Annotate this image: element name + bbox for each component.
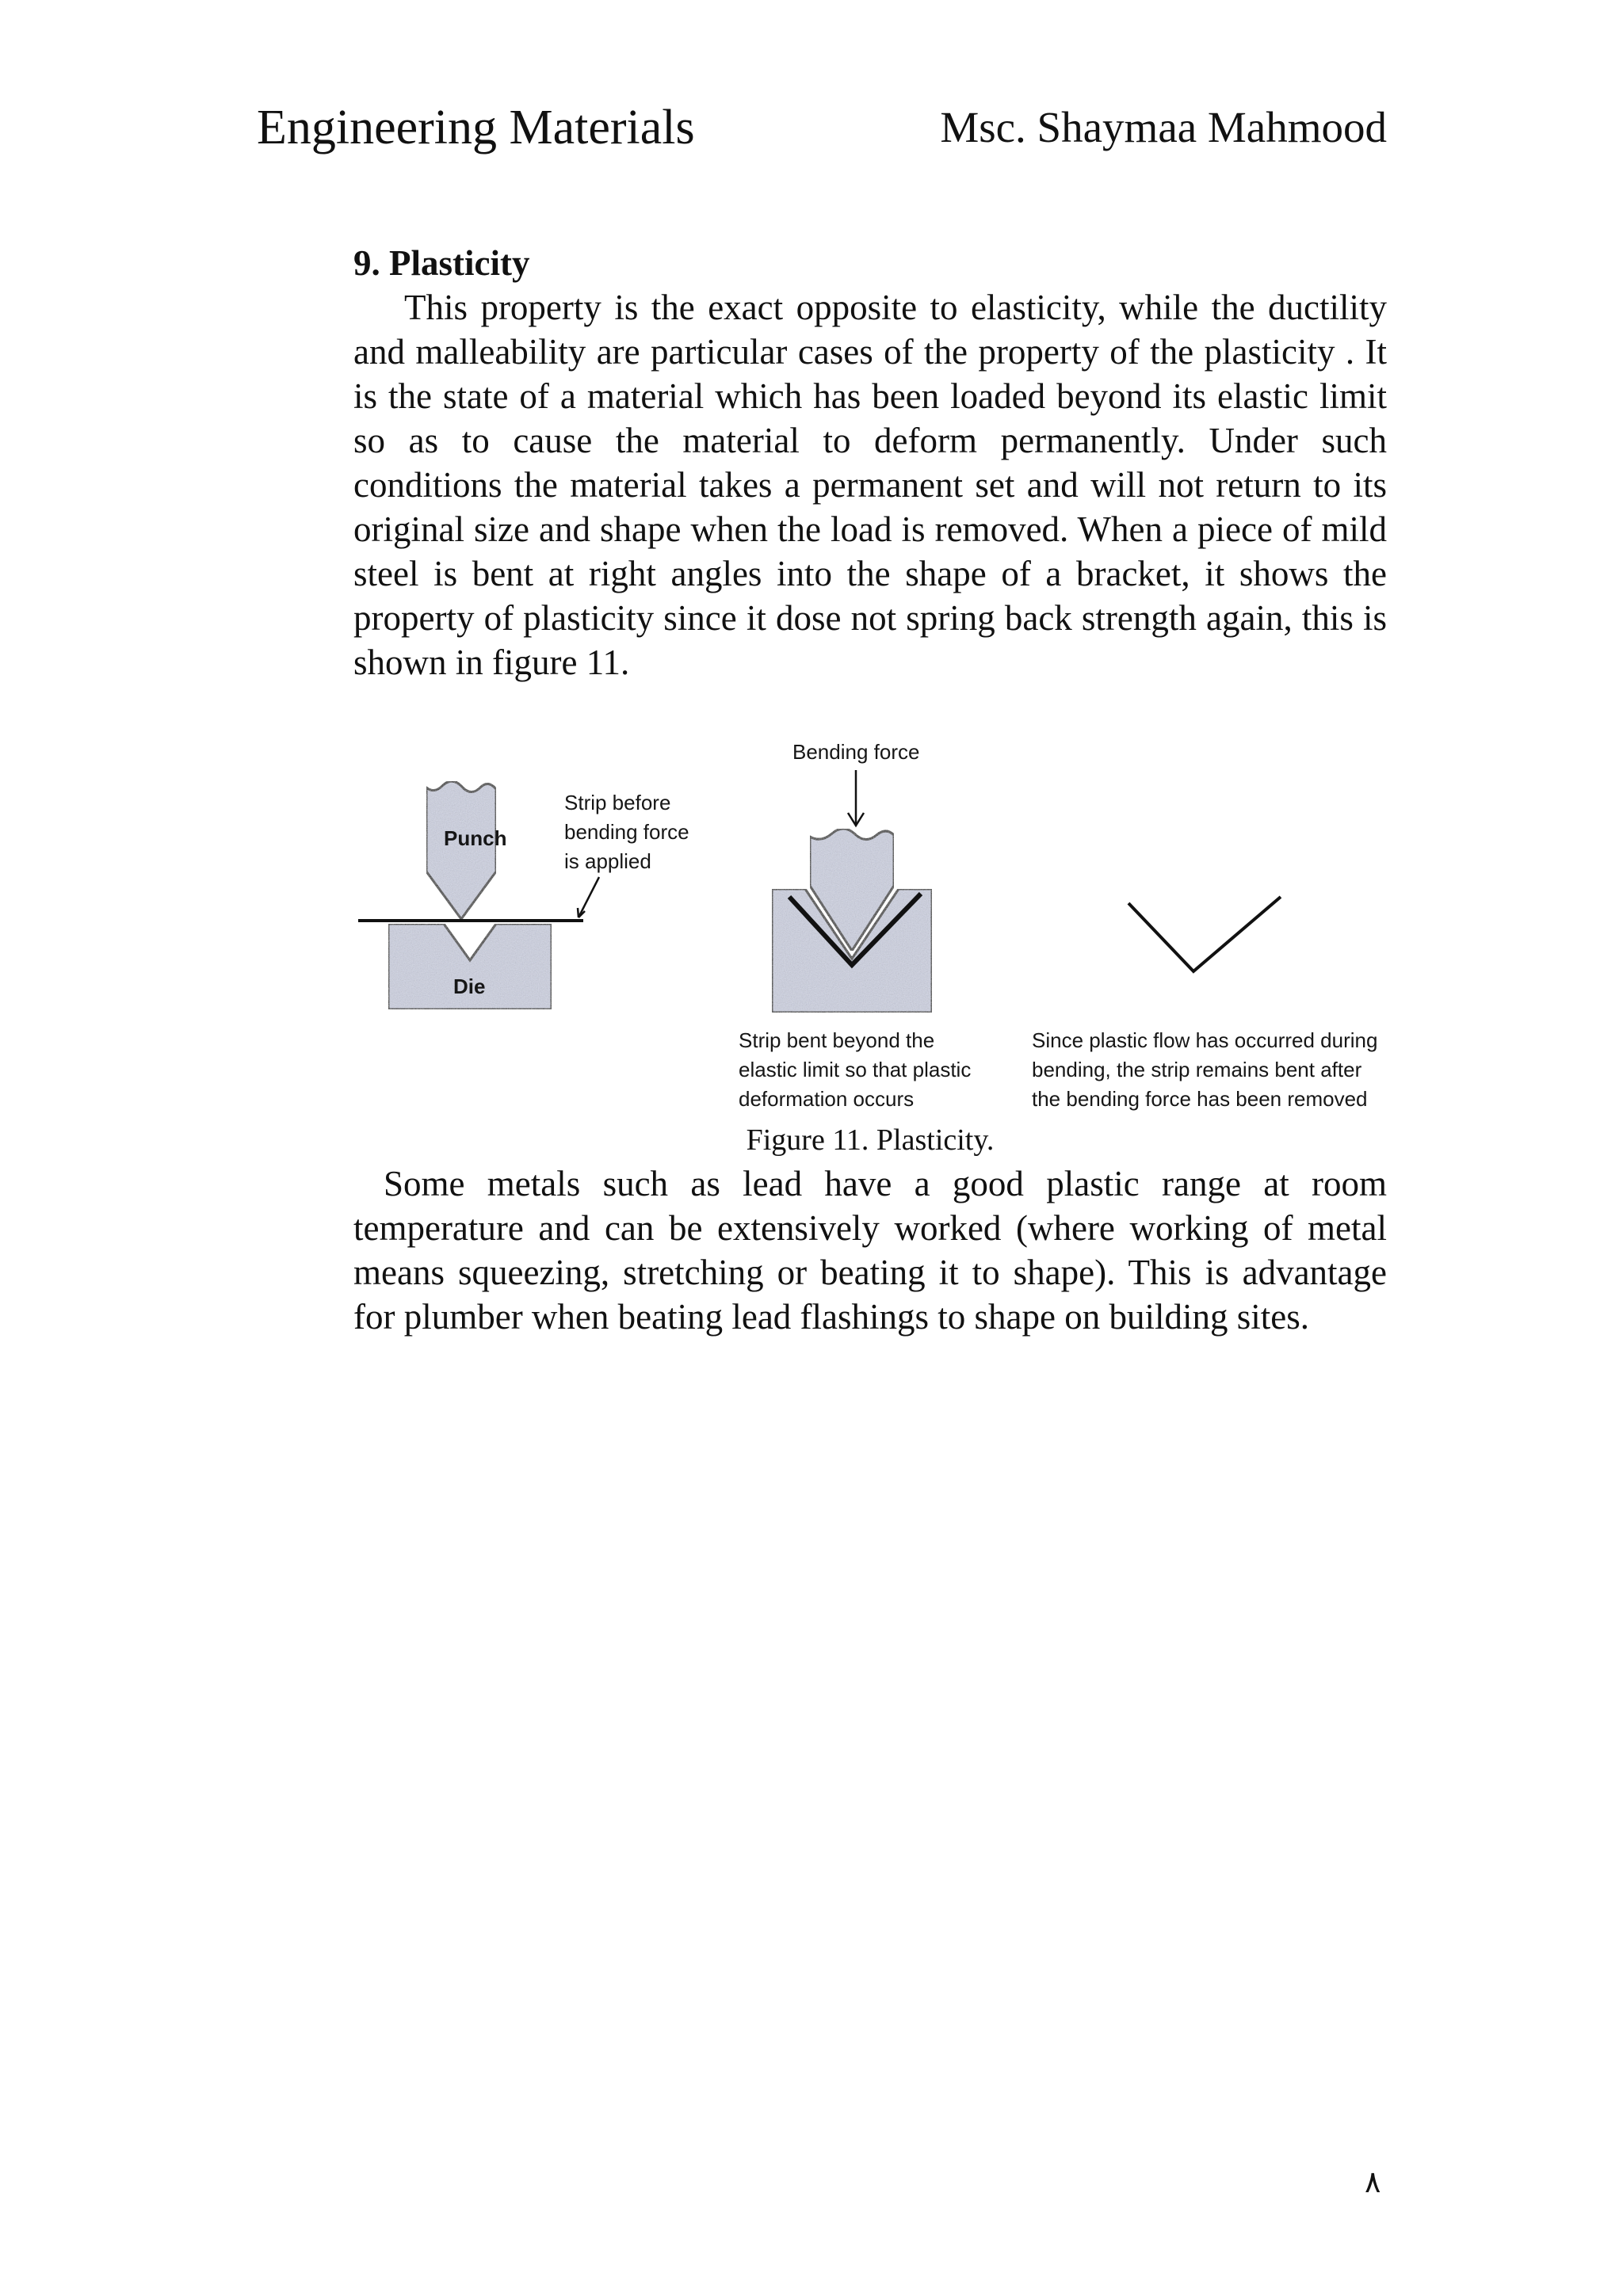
punch-shape [426,781,496,919]
label-strip-before-1: Strip before [564,791,671,814]
label-punch: Punch [444,826,507,850]
section-heading: 9. Plasticity [353,243,530,283]
label-since-1: Since plastic flow has occurred during [1032,1028,1378,1052]
label-strip-bent-1: Strip bent beyond the [739,1028,935,1052]
figure-plasticity [353,730,1400,1111]
paragraph-plasticity-definition: This property is the exact opposite to elasticity, while the ductility and malleability are particular cases of the property of the plasticity . It is the state of a material which has been loaded beyond its elastic limit so as to cause the material to deform permanently. Under such conditions the material takes a permanent set and will not return to its original size and shape when the load is removed. When a piece of mild steel is bent at right angles into the shape of a bracket, it shows the property of plasticity since it dose not spring back strength again, this is shown in figure 11. [353,288,1387,682]
label-bending-force: Bending force [792,740,920,764]
label-since-2: bending, the strip remains bent after [1032,1058,1362,1081]
label-since-3: the bending force has been removed [1032,1087,1368,1111]
figure-plasticity-diagram [353,730,1400,1111]
panel-before-bending [358,781,689,1009]
label-die: Die [453,974,486,998]
header-author: Msc. Shaymaa Mahmood [940,103,1387,151]
panel-after-bending [1032,897,1377,1111]
strip-remains-bent [1128,897,1281,971]
label-strip-before-3: is applied [564,849,651,873]
label-strip-bent-2: elastic limit so that plastic [739,1058,972,1081]
figure-caption: Figure 11. Plasticity. [746,1123,995,1157]
label-strip-before-2: bending force [564,820,689,844]
header-title: Engineering Materials [257,101,695,154]
page-number: ٨ [1365,2166,1381,2199]
label-strip-bent-3: deformation occurs [739,1087,915,1111]
panel-during-bending [739,740,971,1111]
paragraph-lead-example: Some metals such as lead have a good plastic range at room temperature and can be extensively worked (where working of metal means squeezing, stretching or beating it to shape). This is advantage for plumber when beating lead flashings to shape on building sites. [353,1164,1387,1337]
strip-pointer-arrow [579,877,599,917]
